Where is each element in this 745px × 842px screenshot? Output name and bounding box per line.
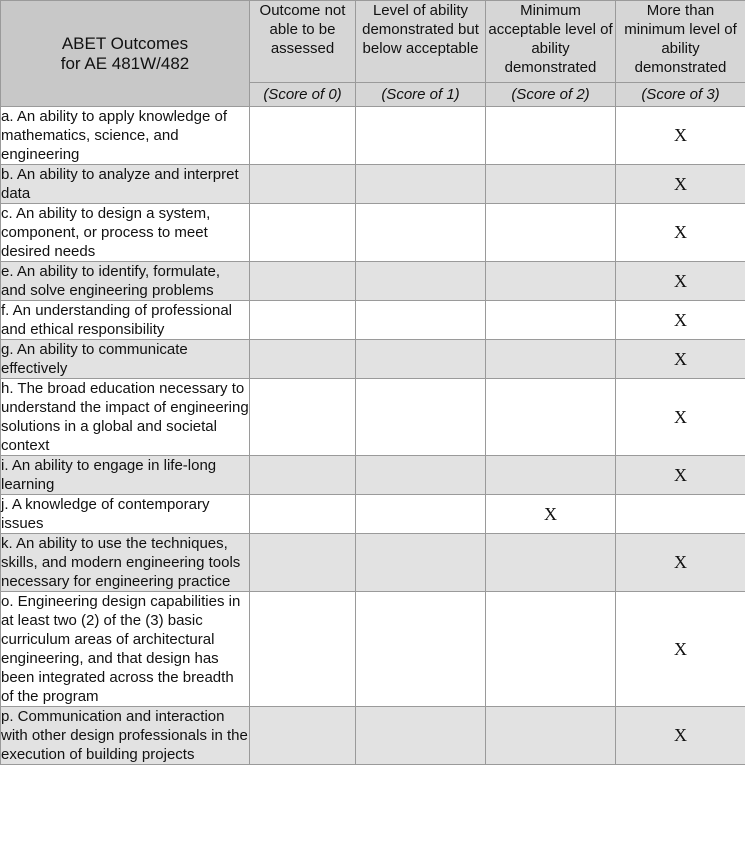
outcome-cell: k. An ability to use the techniques, skills, and modern engineering tools necessary for engineering practice: [1, 534, 250, 592]
score-cell: X: [616, 379, 745, 456]
score-cell: X: [616, 262, 745, 301]
table-row: [1, 592, 745, 707]
table-row: [1, 262, 745, 301]
table-row: [1, 165, 745, 204]
score-cell: [486, 534, 616, 592]
outcome-cell: i. An ability to engage in life-long learning: [1, 456, 250, 495]
score-cell: [356, 204, 486, 262]
score-cell: [616, 495, 745, 534]
score-cell: X: [616, 456, 745, 495]
score-label-0: (Score of 0): [250, 83, 356, 107]
score-cell: [356, 262, 486, 301]
table-row: [1, 707, 745, 765]
score-cell: [250, 262, 356, 301]
score-cell: [486, 456, 616, 495]
outcome-cell: e. An ability to identify, formulate, and solve engineering problems: [1, 262, 250, 301]
score-cell: X: [616, 592, 745, 707]
score-cell: [356, 592, 486, 707]
score-cell: [356, 340, 486, 379]
score-cell: [250, 592, 356, 707]
score-cell: [356, 707, 486, 765]
outcome-cell: b. An ability to analyze and interpret data: [1, 165, 250, 204]
score-cell: [250, 107, 356, 165]
score-cell: X: [616, 107, 745, 165]
score-label-3: (Score of 3): [616, 83, 745, 107]
outcome-cell: h. The broad education necessary to understand the impact of engineering solutions in a global and societal context: [1, 380, 249, 454]
score-cell: [486, 707, 616, 765]
table-row: [1, 107, 745, 165]
table-row: [1, 534, 745, 592]
score-cell: [250, 301, 356, 340]
table-row: [1, 301, 745, 340]
score-cell: [250, 165, 356, 204]
score-cell: [250, 204, 356, 262]
score-cell: [250, 534, 356, 592]
score-cell: [486, 204, 616, 262]
outcome-cell: a. An ability to apply knowledge of mathematics, science, and engineering: [1, 107, 250, 165]
outcome-cell: g. An ability to communicate effectively: [1, 340, 250, 379]
column-header-score-0: Outcome not able to be assessed: [250, 1, 356, 83]
score-cell: X: [486, 495, 616, 534]
score-cell: [486, 262, 616, 301]
table-title-line2: for AE 481W/482: [60, 53, 190, 73]
score-cell: [486, 165, 616, 204]
score-cell: [356, 165, 486, 204]
score-cell: [356, 495, 486, 534]
table-row: [1, 340, 745, 379]
column-header-score-2: Minimum acceptable level of ability demonstrated: [486, 1, 616, 83]
score-cell: X: [616, 301, 745, 340]
column-header-score-1: Level of ability demonstrated but below acceptable: [356, 1, 486, 83]
outcome-cell: o. Engineering design capabilities in at least two (2) of the (3) basic curriculum areas of architectural engineering, and that design has been integrated across the breadth of the program: [1, 592, 250, 707]
score-cell: X: [616, 165, 745, 204]
score-cell: [486, 592, 616, 707]
score-cell: [486, 301, 616, 340]
score-cell: [250, 340, 356, 379]
score-cell: [250, 379, 356, 456]
table-row: [1, 379, 745, 456]
outcome-cell: j. A knowledge of contemporary issues: [1, 495, 250, 534]
score-label-1: (Score of 1): [356, 83, 486, 107]
score-cell: X: [616, 707, 745, 765]
score-cell: X: [616, 340, 745, 379]
table-header: [1, 1, 745, 107]
outcome-cell: f. An understanding of professional and ethical responsibility: [1, 301, 250, 340]
outcome-cell: p. Communication and interaction with other design professionals in the execution of building projects: [1, 708, 248, 763]
score-cell: [356, 379, 486, 456]
table-title: [1, 1, 250, 107]
score-cell: X: [616, 204, 745, 262]
score-cell: [356, 301, 486, 340]
table-row: [1, 204, 745, 262]
score-cell: [356, 456, 486, 495]
table-body: [1, 107, 745, 765]
score-cell: [250, 707, 356, 765]
score-cell: [486, 379, 616, 456]
score-label-2: (Score of 2): [486, 83, 616, 107]
score-cell: [356, 107, 486, 165]
table-row: [1, 456, 745, 495]
score-cell: X: [616, 534, 745, 592]
score-cell: [356, 534, 486, 592]
table-title-line1: ABET Outcomes: [61, 33, 189, 53]
score-cell: [486, 340, 616, 379]
score-cell: [250, 456, 356, 495]
score-cell: [250, 495, 356, 534]
score-cell: [486, 107, 616, 165]
table-row: [1, 495, 745, 534]
outcome-cell: c. An ability to design a system, component, or process to meet desired needs: [1, 204, 250, 262]
column-header-score-3: More than minimum level of ability demonstrated: [616, 1, 745, 83]
